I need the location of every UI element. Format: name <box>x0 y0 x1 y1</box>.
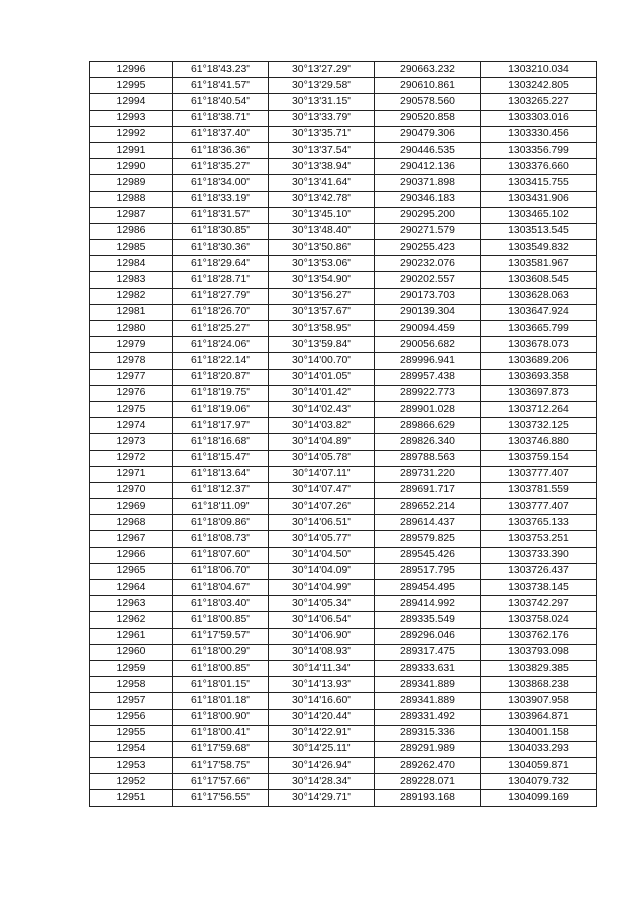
y-coordinate-cell: 1303781.559 <box>481 482 597 498</box>
table-row <box>90 94 597 110</box>
point-number-cell: 12955 <box>90 725 173 741</box>
table-row <box>90 741 597 757</box>
longitude-cell: 30°14'11.34" <box>269 660 375 676</box>
x-coordinate-cell: 290255.423 <box>375 240 481 256</box>
longitude-cell: 30°14'02.43" <box>269 401 375 417</box>
longitude-cell: 30°14'25.11" <box>269 741 375 757</box>
latitude-cell: 61°18'17.97" <box>173 418 269 434</box>
latitude-cell: 61°18'12.37" <box>173 482 269 498</box>
longitude-cell: 30°13'57.67" <box>269 304 375 320</box>
y-coordinate-cell: 1303777.407 <box>481 499 597 515</box>
latitude-cell: 61°17'59.57" <box>173 628 269 644</box>
x-coordinate-cell: 290202.557 <box>375 272 481 288</box>
point-number-cell: 12981 <box>90 304 173 320</box>
longitude-cell: 30°14'04.99" <box>269 580 375 596</box>
longitude-cell: 30°13'27.29" <box>269 62 375 78</box>
table-row <box>90 337 597 353</box>
y-coordinate-cell: 1303868.238 <box>481 677 597 693</box>
longitude-cell: 30°14'28.34" <box>269 774 375 790</box>
point-number-cell: 12959 <box>90 660 173 676</box>
y-coordinate-cell: 1303513.545 <box>481 223 597 239</box>
point-number-cell: 12988 <box>90 191 173 207</box>
longitude-cell: 30°14'05.77" <box>269 531 375 547</box>
point-number-cell: 12973 <box>90 434 173 450</box>
latitude-cell: 61°18'43.23" <box>173 62 269 78</box>
latitude-cell: 61°18'08.73" <box>173 531 269 547</box>
y-coordinate-cell: 1303608.545 <box>481 272 597 288</box>
latitude-cell: 61°18'06.70" <box>173 563 269 579</box>
point-number-cell: 12974 <box>90 418 173 434</box>
latitude-cell: 61°18'20.87" <box>173 369 269 385</box>
point-number-cell: 12956 <box>90 709 173 725</box>
latitude-cell: 61°18'13.64" <box>173 466 269 482</box>
longitude-cell: 30°14'04.89" <box>269 434 375 450</box>
x-coordinate-cell: 289333.631 <box>375 660 481 676</box>
table-row <box>90 596 597 612</box>
latitude-cell: 61°18'36.36" <box>173 142 269 158</box>
latitude-cell: 61°18'01.18" <box>173 693 269 709</box>
longitude-cell: 30°13'50.86" <box>269 240 375 256</box>
x-coordinate-cell: 289957.438 <box>375 369 481 385</box>
table-row <box>90 709 597 725</box>
x-coordinate-cell: 289317.475 <box>375 644 481 660</box>
table-row <box>90 223 597 239</box>
y-coordinate-cell: 1303712.264 <box>481 401 597 417</box>
x-coordinate-cell: 289691.717 <box>375 482 481 498</box>
table-row <box>90 547 597 563</box>
x-coordinate-cell: 289296.046 <box>375 628 481 644</box>
point-number-cell: 12975 <box>90 401 173 417</box>
longitude-cell: 30°13'38.94" <box>269 159 375 175</box>
point-number-cell: 12978 <box>90 353 173 369</box>
table-row <box>90 628 597 644</box>
x-coordinate-cell: 290520.858 <box>375 110 481 126</box>
y-coordinate-cell: 1303693.358 <box>481 369 597 385</box>
latitude-cell: 61°18'15.47" <box>173 450 269 466</box>
point-number-cell: 12996 <box>90 62 173 78</box>
table-row <box>90 660 597 676</box>
x-coordinate-cell: 289652.214 <box>375 499 481 515</box>
table-row <box>90 758 597 774</box>
table-row <box>90 110 597 126</box>
x-coordinate-cell: 289866.629 <box>375 418 481 434</box>
x-coordinate-cell: 289614.437 <box>375 515 481 531</box>
y-coordinate-cell: 1303665.799 <box>481 321 597 337</box>
longitude-cell: 30°14'29.71" <box>269 790 375 806</box>
table-row <box>90 774 597 790</box>
x-coordinate-cell: 290271.579 <box>375 223 481 239</box>
longitude-cell: 30°13'45.10" <box>269 207 375 223</box>
y-coordinate-cell: 1303431.906 <box>481 191 597 207</box>
latitude-cell: 61°18'00.29" <box>173 644 269 660</box>
longitude-cell: 30°14'06.90" <box>269 628 375 644</box>
point-number-cell: 12957 <box>90 693 173 709</box>
table-row <box>90 563 597 579</box>
y-coordinate-cell: 1303777.407 <box>481 466 597 482</box>
point-number-cell: 12983 <box>90 272 173 288</box>
point-number-cell: 12992 <box>90 126 173 142</box>
latitude-cell: 61°18'37.40" <box>173 126 269 142</box>
table-row <box>90 353 597 369</box>
x-coordinate-cell: 289517.795 <box>375 563 481 579</box>
table-row <box>90 159 597 175</box>
table-row <box>90 191 597 207</box>
y-coordinate-cell: 1303759.154 <box>481 450 597 466</box>
y-coordinate-cell: 1303829.385 <box>481 660 597 676</box>
y-coordinate-cell: 1303742.297 <box>481 596 597 612</box>
y-coordinate-cell: 1303793.098 <box>481 644 597 660</box>
x-coordinate-cell: 289262.470 <box>375 758 481 774</box>
y-coordinate-cell: 1303303.016 <box>481 110 597 126</box>
point-number-cell: 12982 <box>90 288 173 304</box>
table-row <box>90 142 597 158</box>
table-row <box>90 515 597 531</box>
latitude-cell: 61°18'00.41" <box>173 725 269 741</box>
y-coordinate-cell: 1304059.871 <box>481 758 597 774</box>
latitude-cell: 61°18'30.85" <box>173 223 269 239</box>
y-coordinate-cell: 1304099.169 <box>481 790 597 806</box>
y-coordinate-cell: 1303733.390 <box>481 547 597 563</box>
point-number-cell: 12964 <box>90 580 173 596</box>
latitude-cell: 61°18'30.36" <box>173 240 269 256</box>
y-coordinate-cell: 1303549.832 <box>481 240 597 256</box>
x-coordinate-cell: 289193.168 <box>375 790 481 806</box>
table-row <box>90 418 597 434</box>
x-coordinate-cell: 289579.825 <box>375 531 481 547</box>
y-coordinate-cell: 1303758.024 <box>481 612 597 628</box>
point-number-cell: 12960 <box>90 644 173 660</box>
y-coordinate-cell: 1304001.158 <box>481 725 597 741</box>
y-coordinate-cell: 1303581.967 <box>481 256 597 272</box>
y-coordinate-cell: 1303356.799 <box>481 142 597 158</box>
longitude-cell: 30°14'07.11" <box>269 466 375 482</box>
y-coordinate-cell: 1303689.206 <box>481 353 597 369</box>
longitude-cell: 30°13'29.58" <box>269 78 375 94</box>
point-number-cell: 12980 <box>90 321 173 337</box>
x-coordinate-cell: 289788.563 <box>375 450 481 466</box>
point-number-cell: 12961 <box>90 628 173 644</box>
point-number-cell: 12976 <box>90 385 173 401</box>
point-number-cell: 12970 <box>90 482 173 498</box>
x-coordinate-cell: 290173.703 <box>375 288 481 304</box>
longitude-cell: 30°14'00.70" <box>269 353 375 369</box>
x-coordinate-cell: 290663.232 <box>375 62 481 78</box>
x-coordinate-cell: 289922.773 <box>375 385 481 401</box>
y-coordinate-cell: 1304033.293 <box>481 741 597 757</box>
point-number-cell: 12953 <box>90 758 173 774</box>
point-number-cell: 12972 <box>90 450 173 466</box>
point-number-cell: 12967 <box>90 531 173 547</box>
latitude-cell: 61°18'27.79" <box>173 288 269 304</box>
longitude-cell: 30°14'05.34" <box>269 596 375 612</box>
latitude-cell: 61°18'00.90" <box>173 709 269 725</box>
longitude-cell: 30°14'03.82" <box>269 418 375 434</box>
latitude-cell: 61°18'38.71" <box>173 110 269 126</box>
x-coordinate-cell: 290094.459 <box>375 321 481 337</box>
x-coordinate-cell: 290295.200 <box>375 207 481 223</box>
longitude-cell: 30°13'48.40" <box>269 223 375 239</box>
latitude-cell: 61°18'22.14" <box>173 353 269 369</box>
longitude-cell: 30°13'42.78" <box>269 191 375 207</box>
table-row <box>90 531 597 547</box>
longitude-cell: 30°14'16.60" <box>269 693 375 709</box>
x-coordinate-cell: 289414.992 <box>375 596 481 612</box>
x-coordinate-cell: 289315.336 <box>375 725 481 741</box>
y-coordinate-cell: 1303330.456 <box>481 126 597 142</box>
coordinate-table <box>89 61 597 807</box>
longitude-cell: 30°14'01.42" <box>269 385 375 401</box>
x-coordinate-cell: 290232.076 <box>375 256 481 272</box>
longitude-cell: 30°13'37.54" <box>269 142 375 158</box>
point-number-cell: 12963 <box>90 596 173 612</box>
latitude-cell: 61°18'35.27" <box>173 159 269 175</box>
longitude-cell: 30°13'41.64" <box>269 175 375 191</box>
x-coordinate-cell: 290479.306 <box>375 126 481 142</box>
x-coordinate-cell: 290056.682 <box>375 337 481 353</box>
latitude-cell: 61°18'16.68" <box>173 434 269 450</box>
table-row <box>90 450 597 466</box>
y-coordinate-cell: 1303415.755 <box>481 175 597 191</box>
table-row <box>90 321 597 337</box>
x-coordinate-cell: 289545.426 <box>375 547 481 563</box>
point-number-cell: 12989 <box>90 175 173 191</box>
x-coordinate-cell: 290346.183 <box>375 191 481 207</box>
table-row <box>90 385 597 401</box>
coordinate-table-body <box>90 62 597 807</box>
table-row <box>90 256 597 272</box>
longitude-cell: 30°13'31.15" <box>269 94 375 110</box>
latitude-cell: 61°17'56.55" <box>173 790 269 806</box>
x-coordinate-cell: 289291.989 <box>375 741 481 757</box>
table-row <box>90 62 597 78</box>
point-number-cell: 12995 <box>90 78 173 94</box>
latitude-cell: 61°18'07.60" <box>173 547 269 563</box>
x-coordinate-cell: 289341.889 <box>375 693 481 709</box>
latitude-cell: 61°18'34.00" <box>173 175 269 191</box>
y-coordinate-cell: 1303732.125 <box>481 418 597 434</box>
table-row <box>90 272 597 288</box>
y-coordinate-cell: 1303964.871 <box>481 709 597 725</box>
y-coordinate-cell: 1303242.805 <box>481 78 597 94</box>
latitude-cell: 61°18'04.67" <box>173 580 269 596</box>
y-coordinate-cell: 1303647.924 <box>481 304 597 320</box>
table-row <box>90 369 597 385</box>
latitude-cell: 61°18'33.19" <box>173 191 269 207</box>
latitude-cell: 61°17'57.66" <box>173 774 269 790</box>
latitude-cell: 61°18'19.06" <box>173 401 269 417</box>
table-row <box>90 304 597 320</box>
latitude-cell: 61°18'00.85" <box>173 612 269 628</box>
latitude-cell: 61°17'59.68" <box>173 741 269 757</box>
latitude-cell: 61°18'03.40" <box>173 596 269 612</box>
longitude-cell: 30°14'06.51" <box>269 515 375 531</box>
latitude-cell: 61°18'26.70" <box>173 304 269 320</box>
latitude-cell: 61°18'09.86" <box>173 515 269 531</box>
y-coordinate-cell: 1304079.732 <box>481 774 597 790</box>
y-coordinate-cell: 1303628.063 <box>481 288 597 304</box>
point-number-cell: 12962 <box>90 612 173 628</box>
point-number-cell: 12979 <box>90 337 173 353</box>
y-coordinate-cell: 1303210.034 <box>481 62 597 78</box>
latitude-cell: 61°18'24.06" <box>173 337 269 353</box>
x-coordinate-cell: 289731.220 <box>375 466 481 482</box>
longitude-cell: 30°14'06.54" <box>269 612 375 628</box>
y-coordinate-cell: 1303726.437 <box>481 563 597 579</box>
x-coordinate-cell: 290446.535 <box>375 142 481 158</box>
x-coordinate-cell: 290139.304 <box>375 304 481 320</box>
longitude-cell: 30°14'13.93" <box>269 677 375 693</box>
point-number-cell: 12984 <box>90 256 173 272</box>
point-number-cell: 12987 <box>90 207 173 223</box>
x-coordinate-cell: 289228.071 <box>375 774 481 790</box>
longitude-cell: 30°14'04.50" <box>269 547 375 563</box>
x-coordinate-cell: 289454.495 <box>375 580 481 596</box>
longitude-cell: 30°13'59.84" <box>269 337 375 353</box>
table-row <box>90 693 597 709</box>
table-row <box>90 240 597 256</box>
point-number-cell: 12966 <box>90 547 173 563</box>
y-coordinate-cell: 1303697.873 <box>481 385 597 401</box>
table-row <box>90 499 597 515</box>
point-number-cell: 12977 <box>90 369 173 385</box>
latitude-cell: 61°18'11.09" <box>173 499 269 515</box>
table-row <box>90 580 597 596</box>
latitude-cell: 61°18'28.71" <box>173 272 269 288</box>
point-number-cell: 12986 <box>90 223 173 239</box>
table-row <box>90 207 597 223</box>
longitude-cell: 30°14'01.05" <box>269 369 375 385</box>
point-number-cell: 12952 <box>90 774 173 790</box>
latitude-cell: 61°18'19.75" <box>173 385 269 401</box>
point-number-cell: 12994 <box>90 94 173 110</box>
y-coordinate-cell: 1303907.958 <box>481 693 597 709</box>
point-number-cell: 12991 <box>90 142 173 158</box>
y-coordinate-cell: 1303265.227 <box>481 94 597 110</box>
x-coordinate-cell: 290578.560 <box>375 94 481 110</box>
longitude-cell: 30°13'53.06" <box>269 256 375 272</box>
table-row <box>90 126 597 142</box>
longitude-cell: 30°14'26.94" <box>269 758 375 774</box>
latitude-cell: 61°18'29.64" <box>173 256 269 272</box>
table-row <box>90 78 597 94</box>
latitude-cell: 61°18'01.15" <box>173 677 269 693</box>
table-row <box>90 288 597 304</box>
table-row <box>90 401 597 417</box>
longitude-cell: 30°14'20.44" <box>269 709 375 725</box>
longitude-cell: 30°14'22.91" <box>269 725 375 741</box>
point-number-cell: 12990 <box>90 159 173 175</box>
x-coordinate-cell: 290412.136 <box>375 159 481 175</box>
latitude-cell: 61°18'40.54" <box>173 94 269 110</box>
latitude-cell: 61°18'31.57" <box>173 207 269 223</box>
table-row <box>90 677 597 693</box>
table-row <box>90 466 597 482</box>
y-coordinate-cell: 1303753.251 <box>481 531 597 547</box>
longitude-cell: 30°13'56.27" <box>269 288 375 304</box>
latitude-cell: 61°17'58.75" <box>173 758 269 774</box>
longitude-cell: 30°14'04.09" <box>269 563 375 579</box>
table-row <box>90 434 597 450</box>
point-number-cell: 12968 <box>90 515 173 531</box>
x-coordinate-cell: 290371.898 <box>375 175 481 191</box>
point-number-cell: 12971 <box>90 466 173 482</box>
y-coordinate-cell: 1303465.102 <box>481 207 597 223</box>
y-coordinate-cell: 1303765.133 <box>481 515 597 531</box>
longitude-cell: 30°14'08.93" <box>269 644 375 660</box>
x-coordinate-cell: 289826.340 <box>375 434 481 450</box>
longitude-cell: 30°13'54.90" <box>269 272 375 288</box>
latitude-cell: 61°18'25.27" <box>173 321 269 337</box>
y-coordinate-cell: 1303738.145 <box>481 580 597 596</box>
latitude-cell: 61°18'41.57" <box>173 78 269 94</box>
longitude-cell: 30°13'33.79" <box>269 110 375 126</box>
table-row <box>90 644 597 660</box>
x-coordinate-cell: 289341.889 <box>375 677 481 693</box>
table-row <box>90 725 597 741</box>
longitude-cell: 30°14'05.78" <box>269 450 375 466</box>
longitude-cell: 30°13'58.95" <box>269 321 375 337</box>
longitude-cell: 30°14'07.26" <box>269 499 375 515</box>
point-number-cell: 12954 <box>90 741 173 757</box>
x-coordinate-cell: 289996.941 <box>375 353 481 369</box>
x-coordinate-cell: 290610.861 <box>375 78 481 94</box>
table-row <box>90 482 597 498</box>
point-number-cell: 12993 <box>90 110 173 126</box>
table-row <box>90 790 597 806</box>
longitude-cell: 30°14'07.47" <box>269 482 375 498</box>
longitude-cell: 30°13'35.71" <box>269 126 375 142</box>
point-number-cell: 12969 <box>90 499 173 515</box>
x-coordinate-cell: 289901.028 <box>375 401 481 417</box>
x-coordinate-cell: 289331.492 <box>375 709 481 725</box>
latitude-cell: 61°18'00.85" <box>173 660 269 676</box>
table-row <box>90 175 597 191</box>
point-number-cell: 12965 <box>90 563 173 579</box>
y-coordinate-cell: 1303746.880 <box>481 434 597 450</box>
y-coordinate-cell: 1303376.660 <box>481 159 597 175</box>
point-number-cell: 12951 <box>90 790 173 806</box>
point-number-cell: 12985 <box>90 240 173 256</box>
x-coordinate-cell: 289335.549 <box>375 612 481 628</box>
y-coordinate-cell: 1303678.073 <box>481 337 597 353</box>
table-row <box>90 612 597 628</box>
y-coordinate-cell: 1303762.176 <box>481 628 597 644</box>
point-number-cell: 12958 <box>90 677 173 693</box>
